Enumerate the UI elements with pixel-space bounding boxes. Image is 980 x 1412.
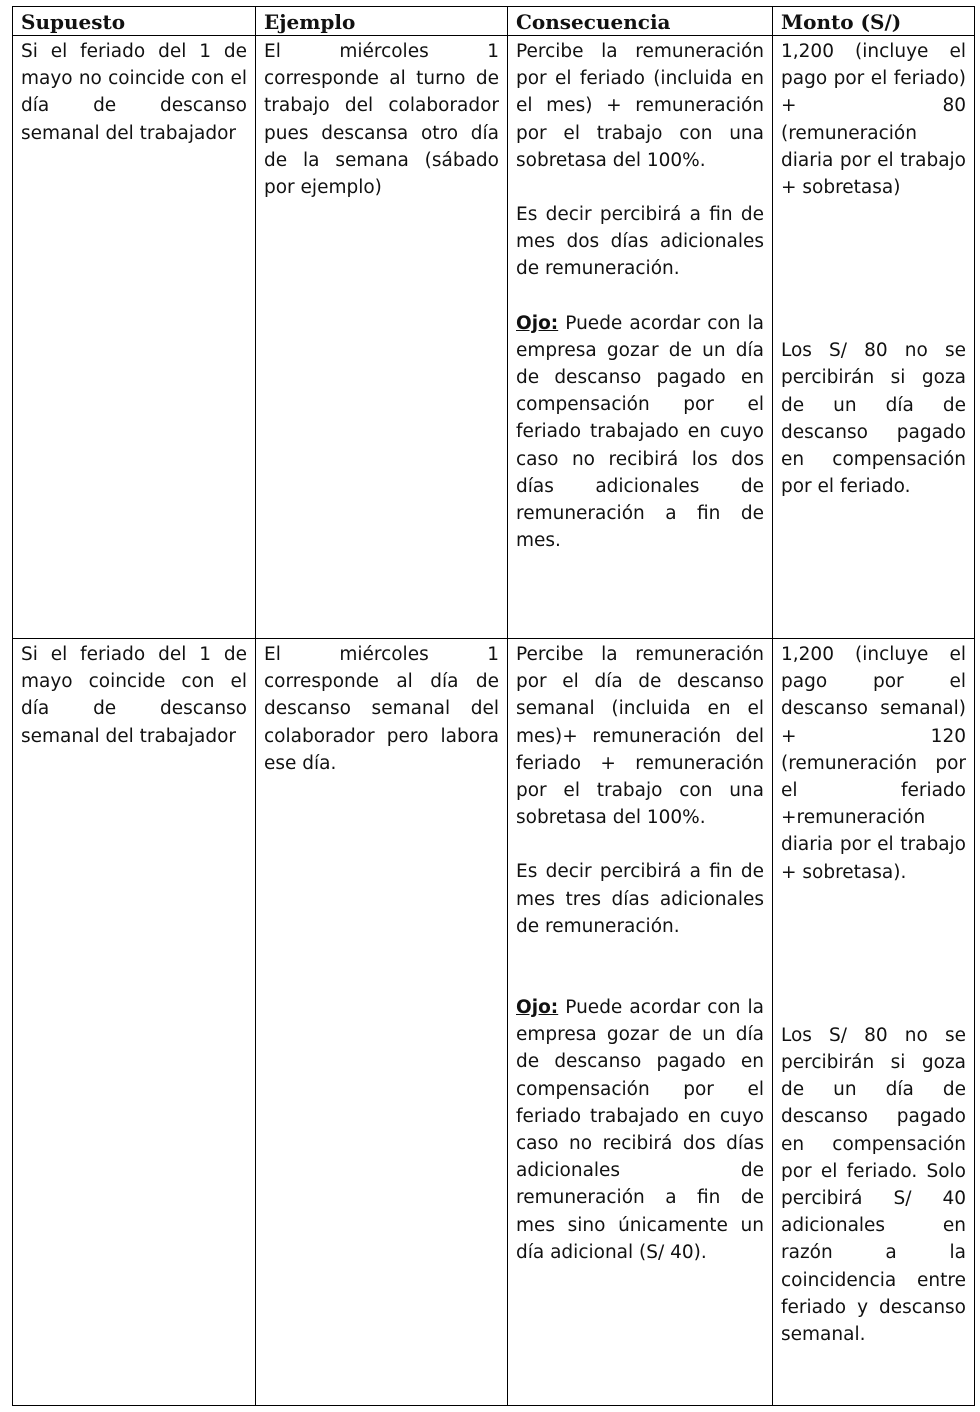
monto-paragraph: Los S/ 80 no se percibirán si goza de un día de descanso pagado en compensación por el feriado.: [781, 340, 966, 498]
header-supuesto: Supuesto: [13, 7, 256, 36]
monto-paragraph: Los S/ 80 no se percibirán si goza de un día de descanso pagado en compensación por el feriado. Solo percibirá S/ 40 adicionales en razón a la coincidencia entre feriado y descanso semanal.: [781, 1024, 966, 1346]
ojo-note: [516, 310, 764, 555]
monto-paragraph: 1,200 (incluye el pago por el feriado) + 80 (remuneración diaria por el trabajo + sobretasa): [781, 41, 966, 199]
cell-monto: [773, 36, 975, 639]
cell-supuesto: Si el feriado del 1 de mayo no coincide con el día de descanso semanal del trabajador: [13, 36, 256, 639]
ojo-text: Puede acordar con la empresa gozar de un día de descanso pagado en compensación por el feriado trabajado en cuyo caso no recibirá dos días adicionales de remuneración a fin de mes sino únicamente un día adicional (S/ 40).: [516, 997, 764, 1263]
header-consecuencia: Consecuencia: [508, 7, 773, 36]
feriado-table: [12, 6, 975, 1406]
cell-supuesto: Si el feriado del 1 de mayo coincide con el día de descanso semanal del trabajador: [13, 639, 256, 1406]
consecuencia-paragraph: Percibe la remuneración por el feriado (incluida en el mes) + remuneración por el trabajo con una sobretasa del 100%.: [516, 41, 764, 171]
table-row: [13, 36, 975, 639]
consecuencia-paragraph: Es decir percibirá a fin de mes tres días adicionales de remuneración.: [516, 861, 764, 937]
ojo-label: Ojo:: [516, 997, 559, 1019]
ojo-label: Ojo:: [516, 312, 559, 334]
cell-monto: [773, 639, 975, 1406]
consecuencia-paragraph: Es decir percibirá a fin de mes dos días adicionales de remuneración.: [516, 204, 764, 280]
cell-consecuencia: [508, 639, 773, 1406]
cell-consecuencia: [508, 36, 773, 639]
ojo-text: Puede acordar con la empresa gozar de un día de descanso pagado en compensación por el feriado trabajado en cuyo caso no recibirá los dos días adicionales de remuneración a fin de mes.: [516, 312, 764, 552]
monto-paragraph: 1,200 (incluye el pago por el descanso semanal) + 120 (remuneración por el feriado +remuneración diaria por el trabajo + sobretasa).: [781, 644, 966, 883]
cell-ejemplo: El miércoles 1 corresponde al turno de trabajo del colaborador pues descansa otro día de la semana (sábado por ejemplo): [256, 36, 508, 639]
table-row: [13, 639, 975, 1406]
header-monto: Monto (S/): [773, 7, 975, 36]
ojo-note: [516, 994, 764, 1266]
header-ejemplo: Ejemplo: [256, 7, 508, 36]
consecuencia-paragraph: Percibe la remuneración por el día de descanso semanal (incluida en el mes)+ remuneración del feriado + remuneración por el trabajo con una sobretasa del 100%.: [516, 644, 764, 829]
header-row: [13, 7, 975, 36]
cell-ejemplo: El miércoles 1 corresponde al día de descanso semanal del colaborador pero labora ese día.: [256, 639, 508, 1406]
